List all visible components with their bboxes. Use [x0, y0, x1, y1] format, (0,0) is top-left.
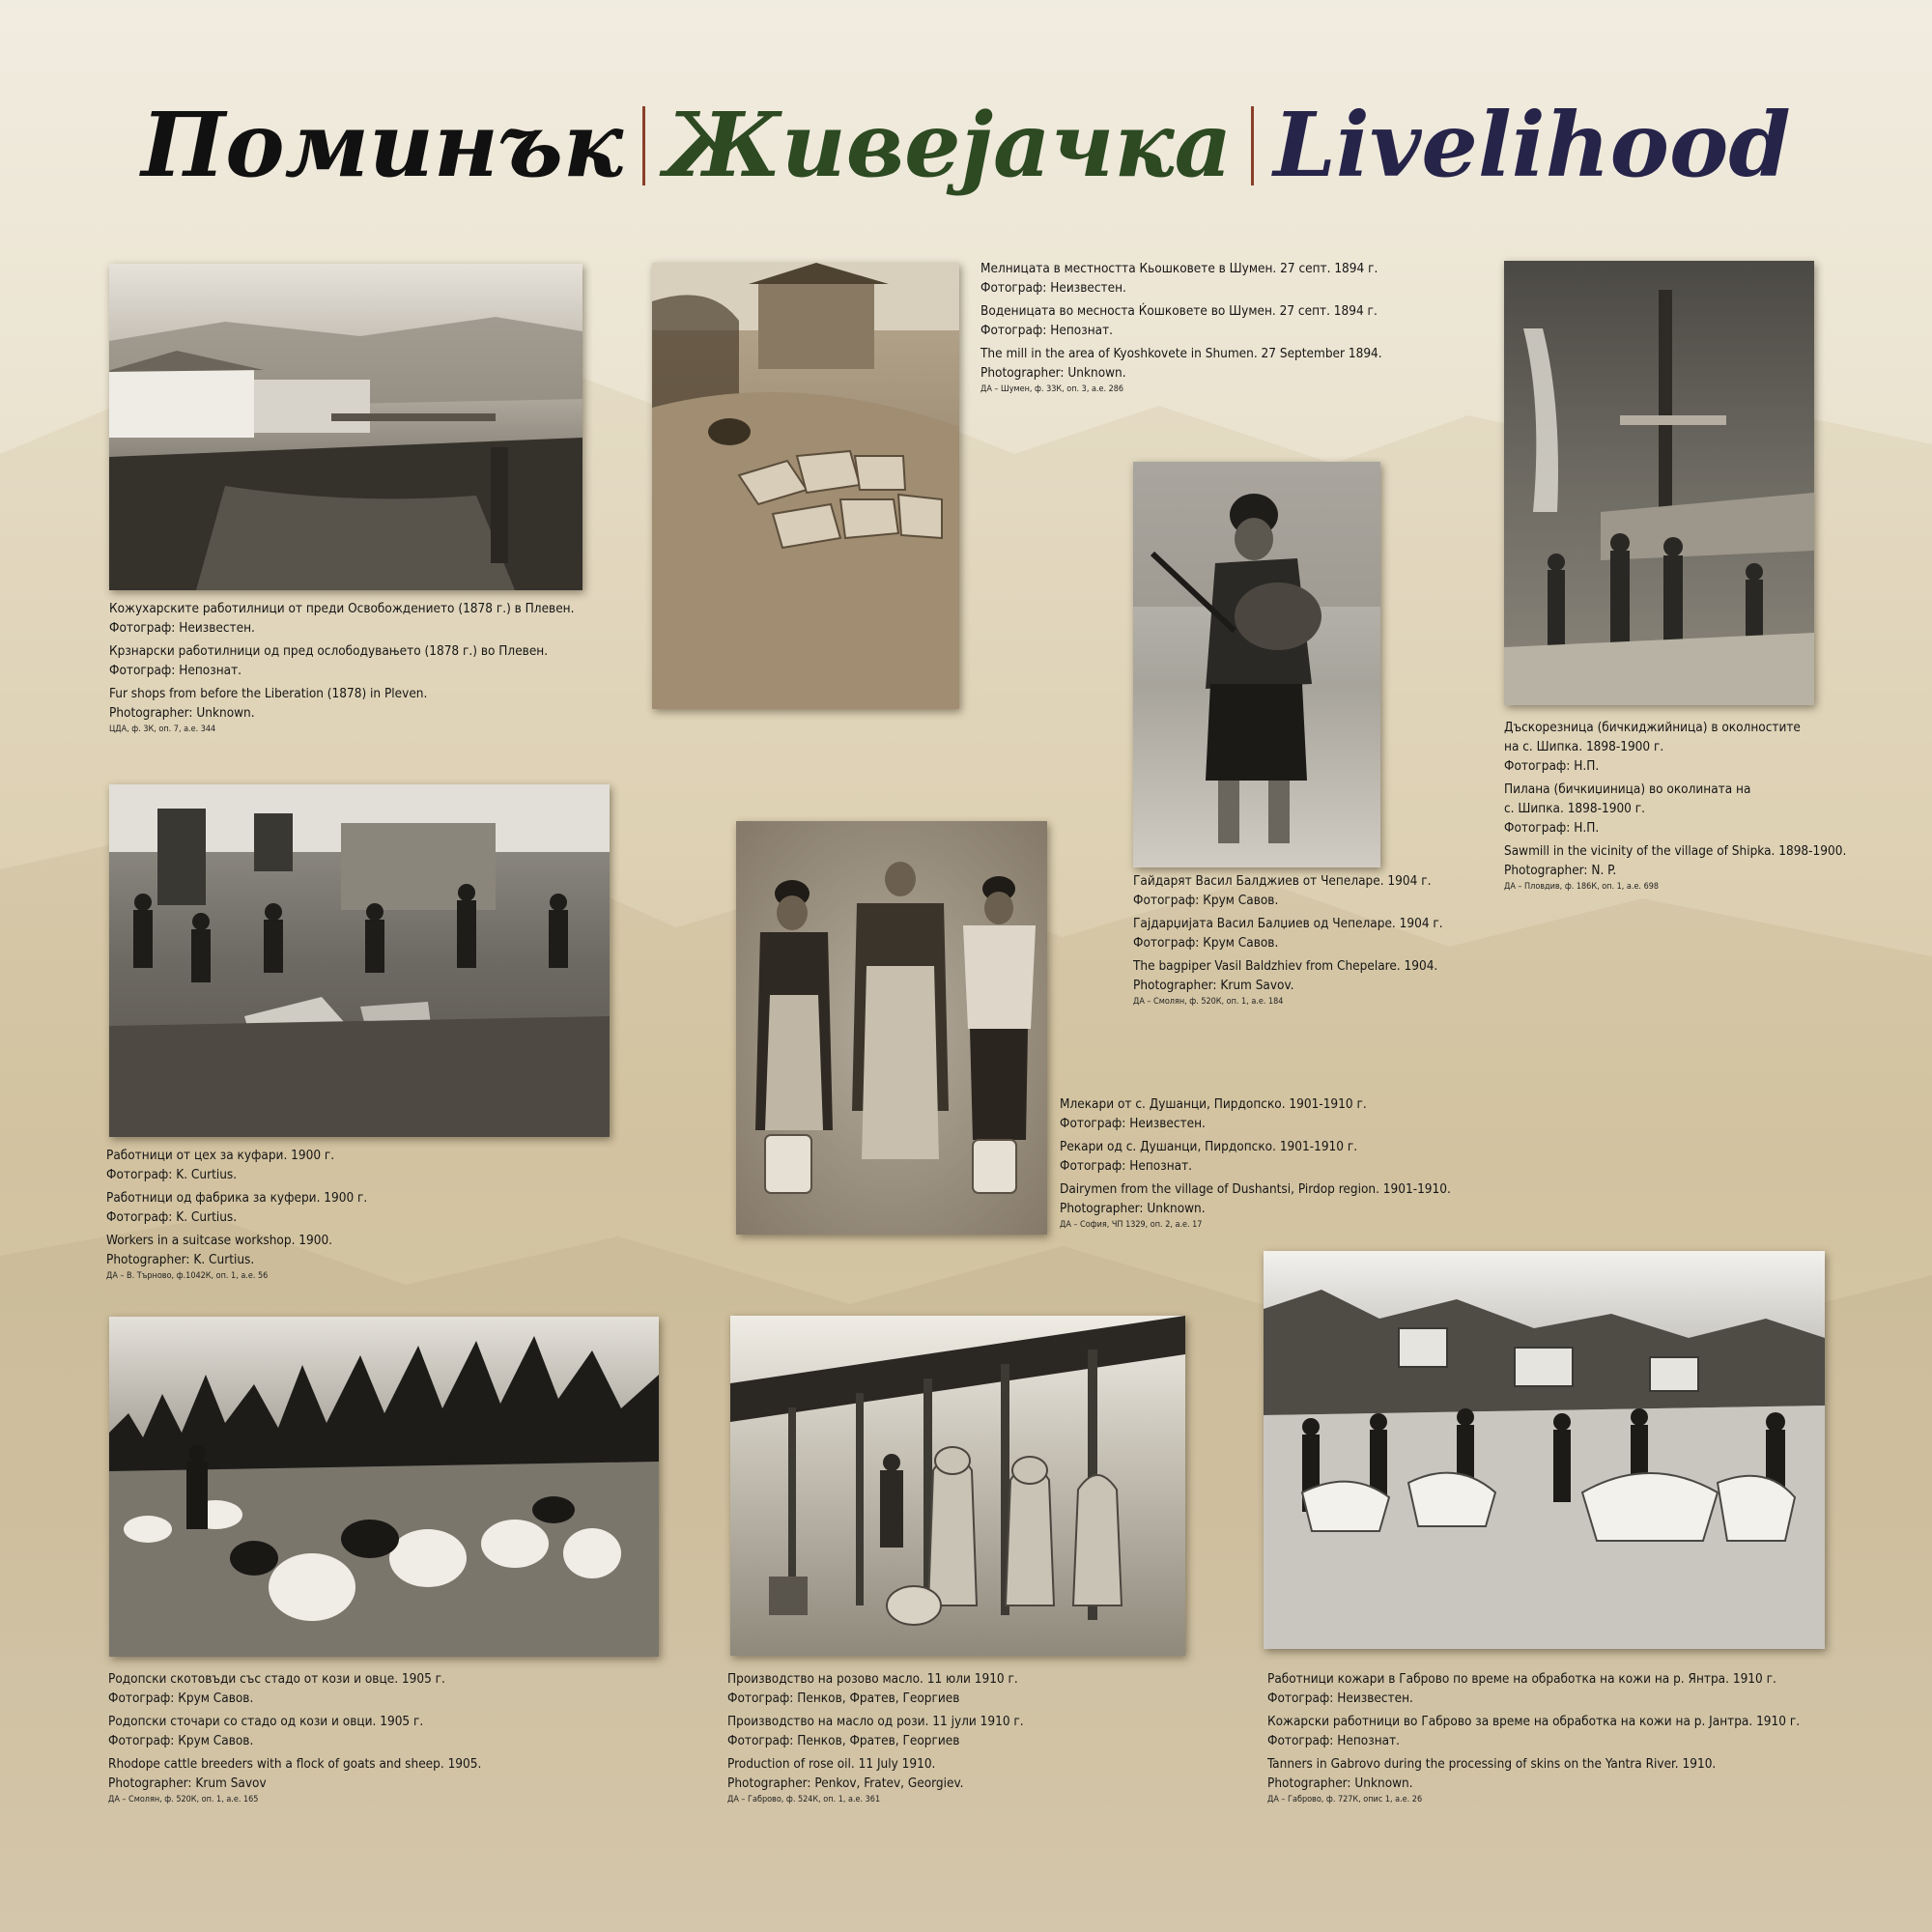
caption-cattle-breeders	[108, 1669, 481, 1806]
caption-mk-photographer: Фотограф: Непознат.	[1060, 1158, 1193, 1174]
caption-en-text: Fur shops from before the Liberation (1878) in Pleven.	[109, 686, 428, 701]
caption-archive-source: ДА – Пловдив, ф. 186К, оп. 1, а.е. 698	[1504, 882, 1660, 892]
caption-bg-text: Дъскорезница (бичкиджийница) в околностите	[1504, 720, 1801, 735]
caption-mk-text: Родопски сточари со стадо од кози и овци. 1905 г.	[108, 1714, 424, 1729]
caption-bg-photographer: Фотограф: Крум Савов.	[108, 1690, 254, 1706]
caption-tanners	[1267, 1669, 1800, 1806]
caption-en-photographer: Photographer: Unknown.	[1267, 1776, 1413, 1791]
caption-en-photographer: Photographer: Unknown.	[109, 705, 255, 721]
caption-bg-photographer: Фотограф: Неизвестен.	[109, 620, 255, 636]
caption-archive-source: ДА – Габрово, ф. 727К, опис 1, а.е. 26	[1267, 1795, 1423, 1804]
caption-archive-source: ДА – Смолян, ф. 520К, оп. 1, а.е. 165	[108, 1795, 259, 1804]
caption-bg-photographer: Фотограф: Неизвестен.	[1267, 1690, 1413, 1706]
caption-en-photographer: Photographer: Krum Savov.	[1133, 978, 1294, 993]
caption-mk-text: Рекари од с. Душанци, Пирдопско. 1901-1910 г.	[1060, 1139, 1358, 1154]
caption-en-text: Tanners in Gabrovo during the processing of skins on the Yantra River. 1910.	[1267, 1756, 1717, 1772]
caption-archive-source: ДА – Смолян, ф. 520К, оп. 1, а.е. 184	[1133, 997, 1284, 1007]
caption-en-text: Workers in a suitcase workshop. 1900.	[106, 1233, 333, 1248]
caption-mk-photographer: Фотограф: K. Curtius.	[106, 1209, 238, 1225]
caption-archive-source: ДА – Шумен, ф. 33К, оп. 3, а.е. 286	[980, 384, 1124, 394]
caption-archive-source: ДА – Габрово, ф. 524К, оп. 1, а.е. 361	[727, 1795, 881, 1804]
photo-tanners	[1264, 1251, 1825, 1649]
caption-rose-oil	[727, 1669, 1024, 1806]
caption-mk-text: Производство на масло од рози. 11 јули 1910 г.	[727, 1714, 1024, 1729]
title-divider	[1251, 106, 1254, 185]
caption-bg-photographer: Фотограф: Неизвестен.	[980, 280, 1126, 296]
caption-bg-text: Производство на розово масло. 11 юли 1910 г.	[727, 1671, 1018, 1687]
caption-mk-photographer: Фотограф: Непознат.	[109, 663, 242, 678]
page-title	[0, 92, 1932, 198]
caption-en-text: Production of rose oil. 11 July 1910.	[727, 1756, 936, 1772]
caption-en-text: The bagpiper Vasil Baldzhiev from Chepelare. 1904.	[1133, 958, 1438, 974]
title-english: Livelihood	[1273, 93, 1791, 197]
caption-bg-photographer: Фотограф: Пенков, Фратев, Георгиев	[727, 1690, 960, 1706]
caption-mk-text: Воденицата во месноста Ќошковете во Шумен. 27 септ. 1894 г.	[980, 303, 1378, 319]
caption-en-text: Sawmill in the vicinity of the village of Shipka. 1898-1900.	[1504, 843, 1847, 859]
caption-mk-photographer: Фотограф: Крум Савов.	[108, 1733, 254, 1748]
caption-mill	[980, 259, 1382, 396]
photo-dairymen	[736, 821, 1047, 1235]
title-macedonian: Живејачка	[665, 93, 1233, 197]
caption-mk-text: Кожарски работници во Габрово за време на обработка на кожи на р. Јантра. 1910 г.	[1267, 1714, 1801, 1729]
caption-bg-photographer: Фотограф: K. Curtius.	[106, 1167, 238, 1182]
caption-en-text: The mill in the area of Kyoshkovete in Shumen. 27 September 1894.	[980, 346, 1382, 361]
caption-bg-photographer: Фотограф: Крум Савов.	[1133, 893, 1279, 908]
caption-en-text: Dairymen from the village of Dushantsi, Pirdop region. 1901-1910.	[1060, 1181, 1451, 1197]
caption-mk-photographer: Фотограф: Крум Савов.	[1133, 935, 1279, 951]
caption-mk-text: Пилана (бичкиџиница) во околината на	[1504, 781, 1751, 797]
caption-bg-text: Родопски скотовъди със стадо от кози и овце. 1905 г.	[108, 1671, 445, 1687]
caption-bg-text: Кожухарските работилници от преди Освобождението (1878 г.) в Плевен.	[109, 601, 575, 616]
caption-bg-text: Мелницата в местността Кьошковете в Шумен. 27 септ. 1894 г.	[980, 261, 1378, 276]
caption-mk-photographer: Фотограф: Н.П.	[1504, 820, 1600, 836]
caption-archive-source: ДА – София, ЧП 1329, оп. 2, а.е. 17	[1060, 1220, 1203, 1230]
photo-sawmill	[1504, 261, 1814, 705]
caption-bg-text: Работници от цех за куфари. 1900 г.	[106, 1148, 335, 1163]
caption-en-text: Rhodope cattle breeders with a flock of goats and sheep. 1905.	[108, 1756, 482, 1772]
caption-en-photographer: Photographer: N. P.	[1504, 863, 1617, 878]
photo-mill	[652, 263, 959, 709]
caption-mk-photographer: Фотограф: Пенков, Фратев, Георгиев	[727, 1733, 960, 1748]
caption-dairymen	[1060, 1094, 1451, 1232]
photo-fur-shops	[109, 264, 582, 590]
photo-suitcase-workshop	[109, 784, 610, 1137]
caption-en-photographer: Photographer: Unknown.	[980, 365, 1126, 381]
caption-en-photographer: Photographer: Krum Savov	[108, 1776, 267, 1791]
caption-suitcase-workshop	[106, 1146, 367, 1283]
title-divider	[642, 106, 645, 185]
caption-mk-text-cont: с. Шипка. 1898-1900 г.	[1504, 801, 1645, 816]
caption-bg-text-cont: на с. Шипка. 1898-1900 г.	[1504, 739, 1664, 754]
caption-en-photographer: Photographer: Unknown.	[1060, 1201, 1206, 1216]
caption-en-photographer: Photographer: K. Curtius.	[106, 1252, 255, 1267]
photo-bagpiper	[1133, 462, 1380, 867]
caption-fur-shops	[109, 599, 575, 736]
caption-mk-text: Крзнарски работилници од пред ослободувањето (1878 г.) во Плевен.	[109, 643, 549, 659]
caption-bg-photographer: Фотограф: Неизвестен.	[1060, 1116, 1206, 1131]
caption-bg-photographer: Фотограф: Н.П.	[1504, 758, 1600, 774]
caption-en-photographer: Photographer: Penkov, Fratev, Georgiev.	[727, 1776, 964, 1791]
photo-cattle-breeders	[109, 1317, 659, 1657]
caption-bg-text: Работници кожари в Габрово по време на обработка на кожи на р. Янтра. 1910 г.	[1267, 1671, 1776, 1687]
caption-bagpiper	[1133, 871, 1443, 1009]
caption-bg-text: Млекари от с. Душанци, Пирдопско. 1901-1910 г.	[1060, 1096, 1367, 1112]
caption-mk-text: Гајдарџијата Васил Балџиев од Чепеларе. 1904 г.	[1133, 916, 1443, 931]
caption-bg-text: Гайдарят Васил Балджиев от Чепеларе. 1904 г.	[1133, 873, 1432, 889]
caption-mk-photographer: Фотограф: Непознат.	[1267, 1733, 1401, 1748]
caption-mk-photographer: Фотограф: Непознат.	[980, 323, 1114, 338]
caption-sawmill	[1504, 718, 1846, 894]
caption-mk-text: Работници од фабрика за куфери. 1900 г.	[106, 1190, 368, 1206]
title-bulgarian: Поминък	[141, 93, 624, 197]
caption-archive-source: ДА – В. Търново, ф.1042К, оп. 1, а.е. 56	[106, 1271, 269, 1281]
caption-archive-source: ЦДА, ф. 3К, оп. 7, а.е. 344	[109, 724, 216, 734]
photo-rose-oil	[730, 1316, 1185, 1656]
